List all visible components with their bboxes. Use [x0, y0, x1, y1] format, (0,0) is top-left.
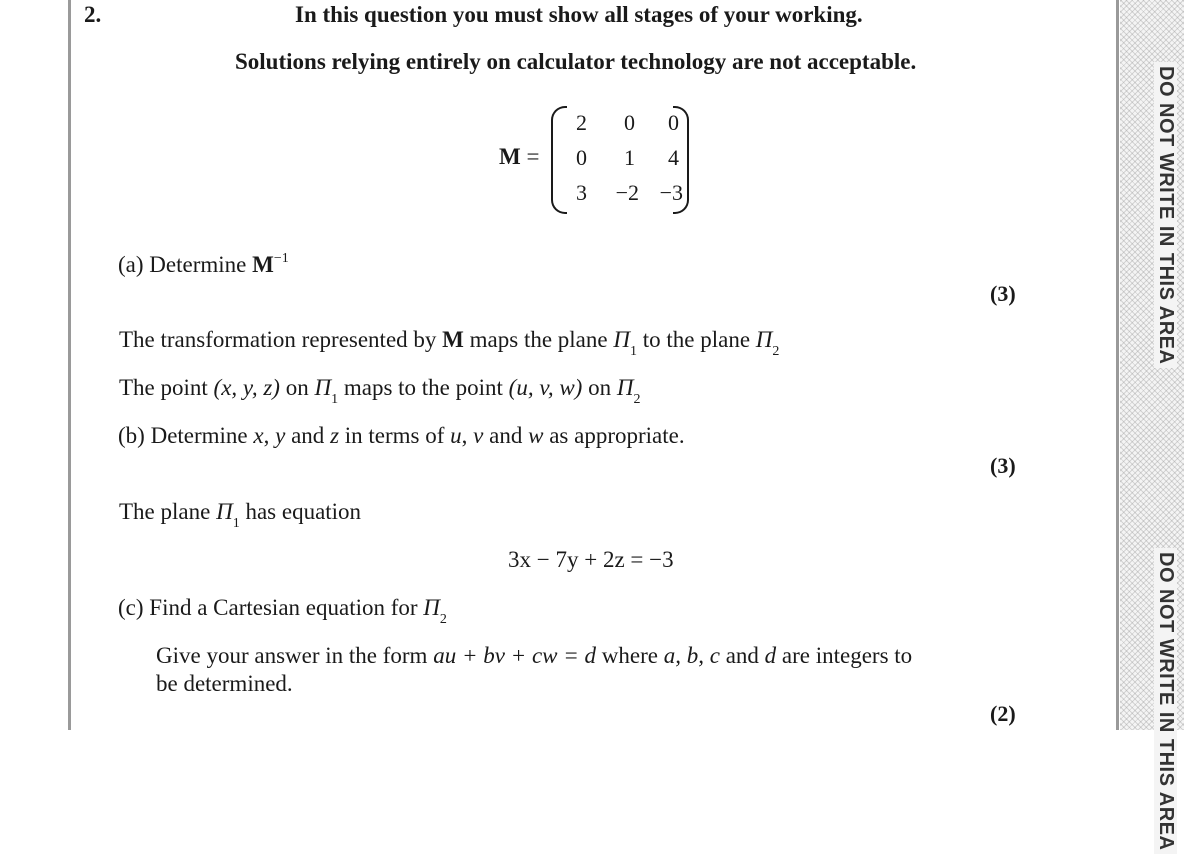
point-xyz: (x, y, z)	[213, 375, 280, 400]
pi-symbol: Π	[613, 327, 630, 352]
plane-text: The plane	[119, 499, 217, 524]
pi-subscript: 2	[439, 612, 447, 627]
matrix-cell: 0	[668, 110, 679, 135]
pi-subscript: 1	[331, 392, 339, 407]
part-b-question	[118, 423, 685, 449]
matrix-cell: 3	[576, 180, 587, 205]
part-a-text: Determine	[149, 252, 253, 277]
var-w: w	[528, 423, 544, 448]
answer-form: au + bv + cw = d	[433, 643, 597, 668]
pi-symbol: Π	[616, 375, 634, 400]
transform-line-2	[119, 375, 640, 408]
transform-text: maps to the point	[338, 375, 509, 400]
instruction-calculator: Solutions relying entirely on calculator technology are not acceptable.	[235, 49, 917, 74]
pi-symbol: Π	[314, 375, 332, 400]
instruction-working: In this question you must show all stages of your working.	[295, 2, 863, 27]
var-d: d	[764, 643, 777, 668]
transform-line-1	[119, 327, 779, 360]
part-b-text: Determine	[150, 423, 254, 448]
right-margin-rule	[1116, 0, 1119, 730]
var-y: y	[275, 423, 286, 448]
transform-text: maps the plane	[463, 327, 614, 352]
pi-symbol: Π	[423, 595, 440, 620]
part-c-marks: (2)	[990, 701, 1016, 726]
part-a-question	[118, 251, 289, 278]
part-b-text: as appropriate.	[543, 423, 685, 448]
part-b-text: and	[483, 423, 529, 448]
matrix-label	[499, 144, 539, 170]
part-c-text: Give your answer in the form	[156, 643, 434, 668]
part-c-label: (c)	[118, 595, 144, 620]
plane-statement	[119, 499, 361, 532]
transform-text: The point	[119, 375, 214, 400]
pi-subscript: 1	[629, 344, 637, 359]
part-c-text: and	[719, 643, 765, 668]
transform-text: on	[279, 375, 315, 400]
question-number: 2.	[84, 2, 102, 27]
side-warning-bottom: DO NOT WRITE IN THIS AREA	[1154, 548, 1177, 854]
var-u: u	[450, 423, 462, 448]
transform-text: The transformation represented by	[119, 327, 443, 352]
var-x: x	[253, 423, 264, 448]
matrix-cell: −2	[615, 180, 639, 205]
matrix-equals: =	[526, 144, 540, 169]
part-a-matrix: M	[252, 252, 274, 277]
part-c-text: are integers to	[776, 643, 913, 668]
plane-equation: 3x − 7y + 2z = −3	[508, 547, 674, 572]
matrix-symbol: M	[499, 144, 521, 169]
part-a-label: (a)	[118, 252, 144, 277]
pi-subscript: 1	[232, 516, 240, 531]
transform-text: to the plane	[636, 327, 756, 352]
plane-text: has equation	[239, 499, 362, 524]
matrix-cell: 1	[624, 145, 635, 170]
matrix-cell: −3	[659, 180, 683, 205]
part-a-inverse: −1	[273, 251, 289, 266]
part-b-text: and	[285, 423, 331, 448]
part-b-text: in terms of	[339, 423, 451, 448]
var-z: z	[330, 423, 340, 448]
transform-text: on	[582, 375, 617, 400]
part-b-label: (b)	[118, 423, 145, 448]
part-c-text: where	[596, 643, 664, 668]
part-c-instruction-1	[156, 643, 912, 669]
point-uvw: (u, v, w)	[508, 375, 583, 400]
part-b-marks: (3)	[990, 453, 1016, 478]
part-b-text: ,	[263, 423, 276, 448]
pi-subscript: 2	[633, 392, 641, 407]
pi-symbol: Π	[755, 327, 773, 352]
part-c-question	[118, 595, 447, 628]
part-b-text: ,	[461, 423, 474, 448]
matrix-grid	[559, 106, 683, 210]
left-margin-rule	[68, 0, 71, 730]
matrix-cell: 2	[576, 110, 587, 135]
part-c-text: Find a Cartesian equation for	[149, 595, 424, 620]
side-warning-top: DO NOT WRITE IN THIS AREA	[1154, 62, 1177, 368]
matrix-cell: 4	[668, 145, 679, 170]
transform-matrix: M	[442, 327, 464, 352]
matrix-cell: 0	[624, 110, 635, 135]
var-v: v	[473, 423, 484, 448]
part-c-instruction-2: be determined.	[156, 671, 293, 696]
pi-symbol: Π	[216, 499, 233, 524]
integer-vars: a, b, c	[663, 643, 720, 668]
pi-subscript: 2	[772, 344, 780, 359]
matrix-cell: 0	[576, 145, 587, 170]
part-a-marks: (3)	[990, 281, 1016, 306]
